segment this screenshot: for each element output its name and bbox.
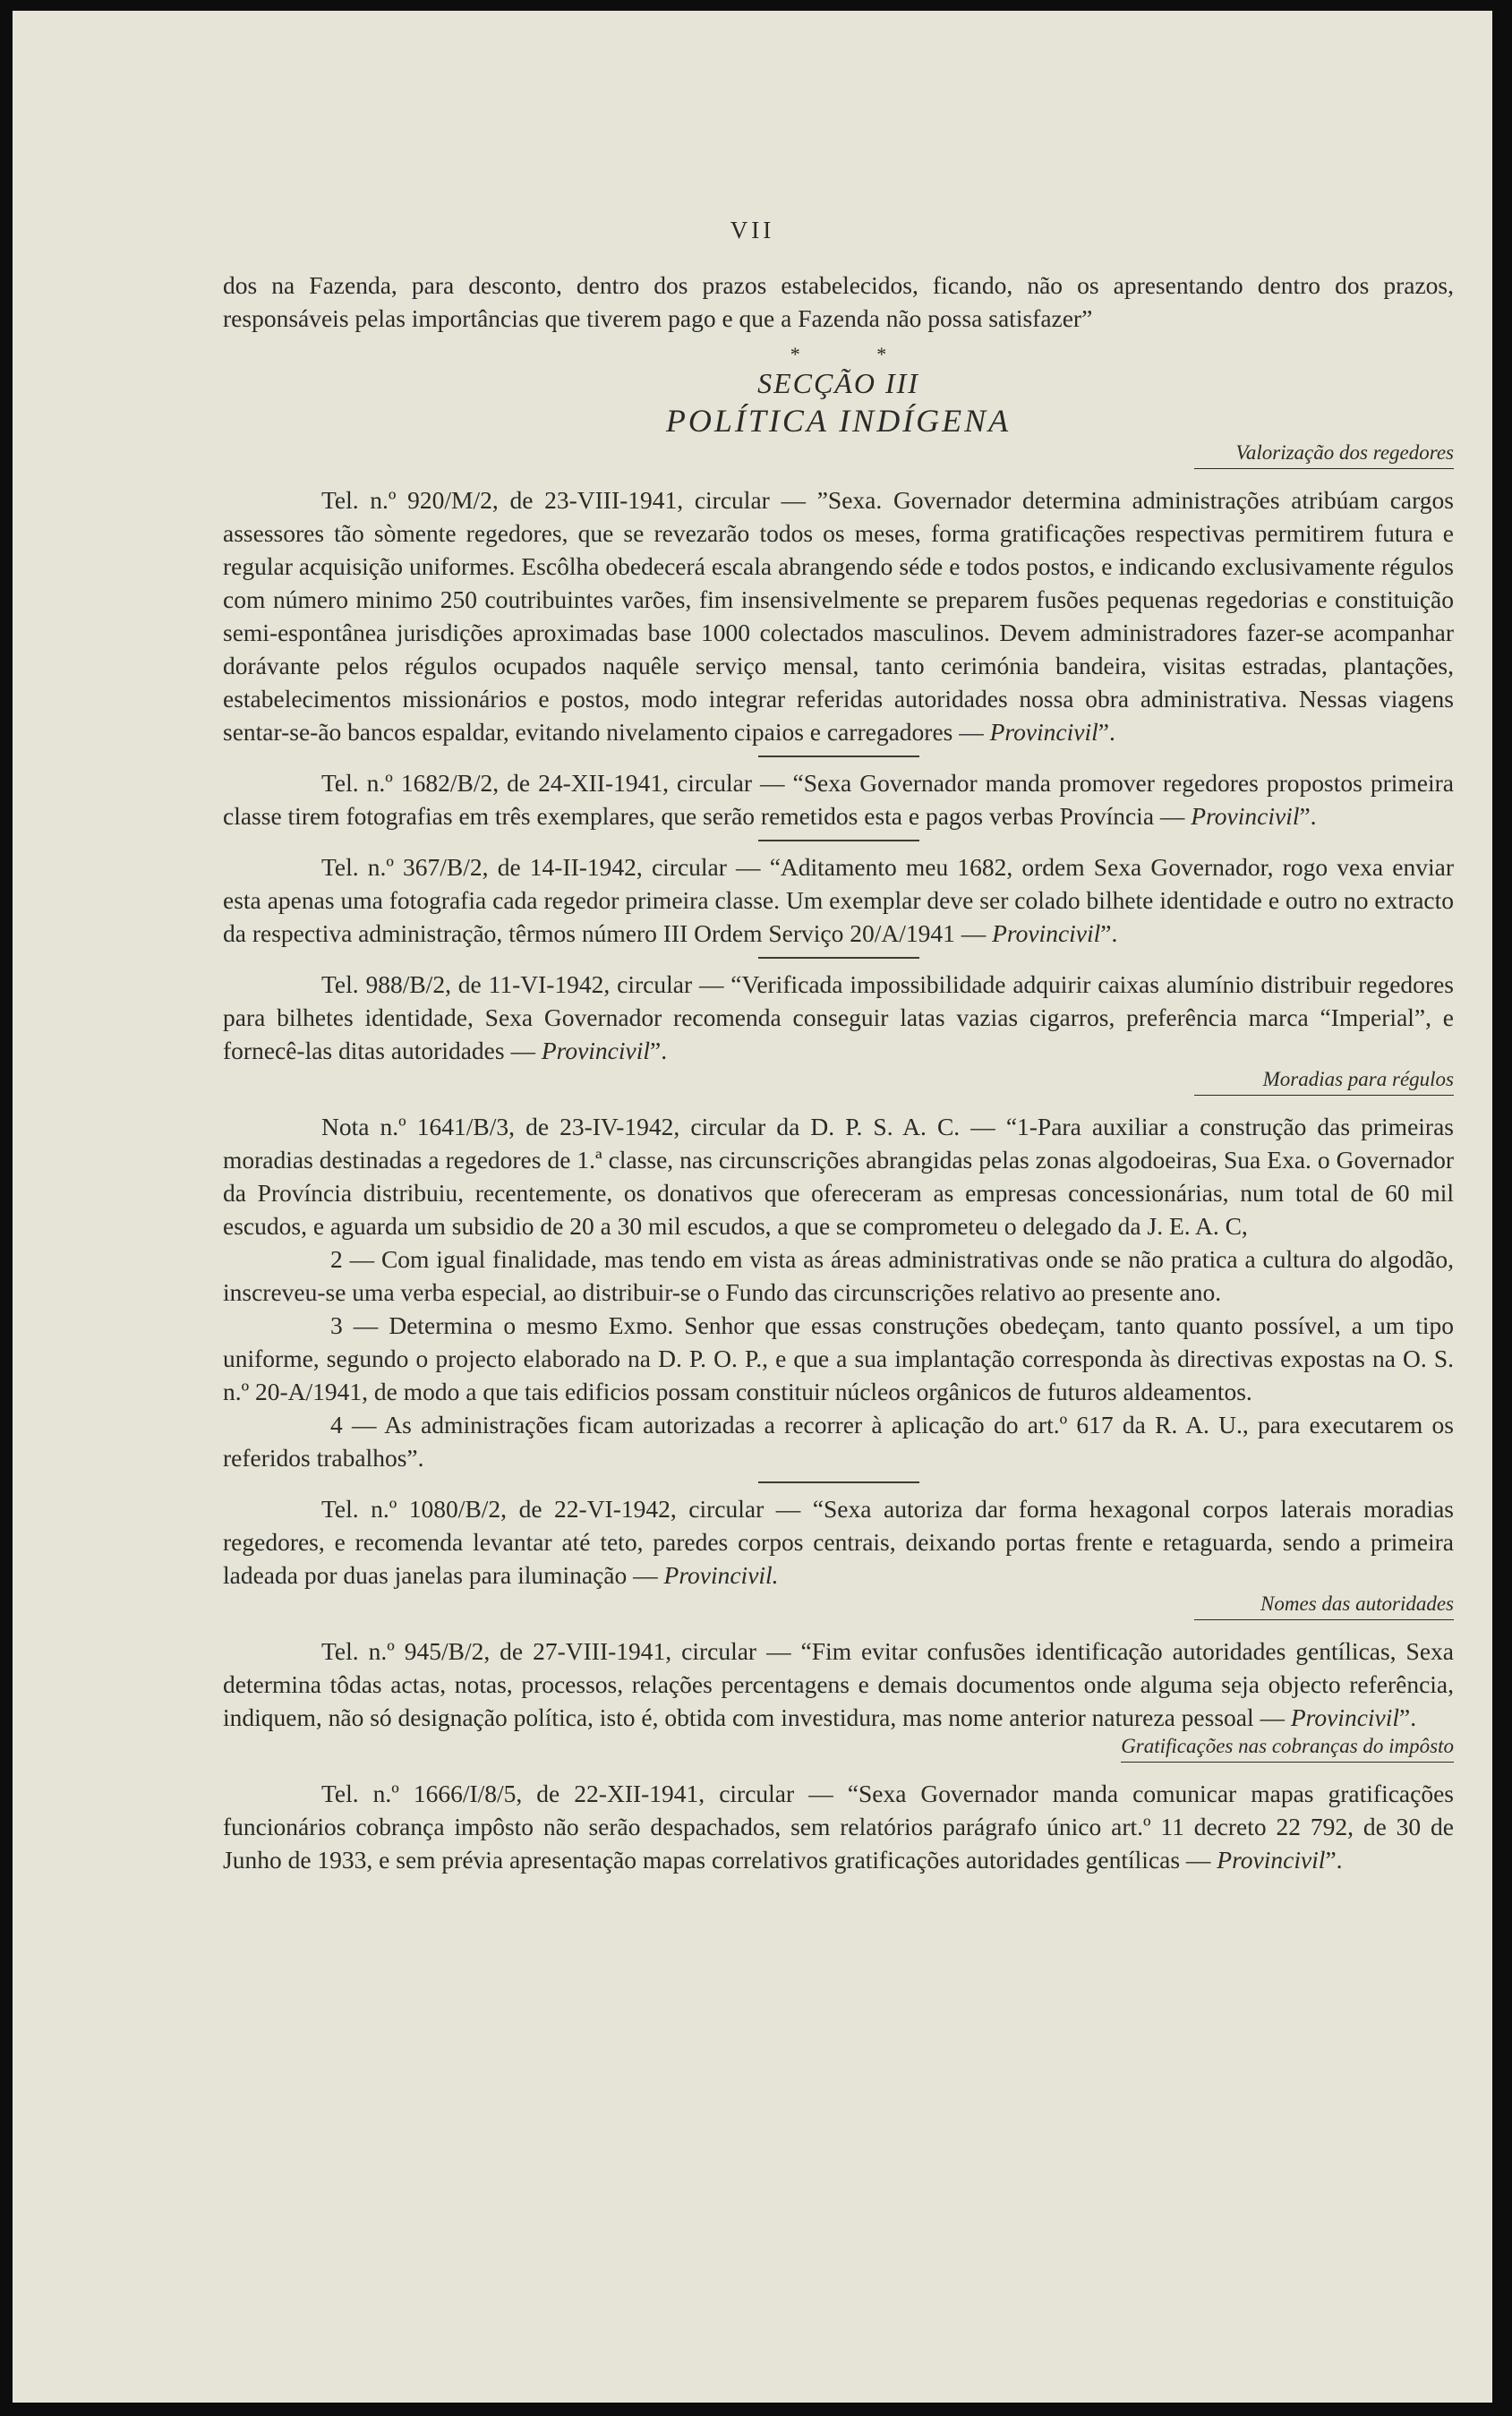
- source-label: Provincivil.: [663, 1561, 779, 1589]
- intro-paragraph: dos na Fazenda, para desconto, dentro dos prazos estabelecidos, ficando, não os apresentando dentro dos prazos, responsáveis pelas importâncias que tiverem pago e que a Fazenda não possa satisfazer”: [223, 271, 1454, 332]
- telegram-entry: Tel. n.º 367/B/2, de 14-II-1942, circular — “Aditamento meu 1682, ordem Sexa Governador, rogo vexa enviar esta apenas uma fotografia cada regedor primeira classe. Um exemplar deve ser colado bilhete identidade e outro no extracto da respectiva administração, têrmos número III Ordem Serviço 20/A/1941 — Provincivil”.: [223, 853, 1454, 947]
- subheading: [223, 440, 1454, 469]
- note-paragraph: 3 — Determina o mesmo Exmo. Senhor que essas construções obedeçam, tanto quanto possível, a um tipo uniforme, segundo o projecto elaborado na D. P. O. P., e que a sua implantação corresponda às directivas expostas na O. S. n.º 20-A/1941, de modo a que tais edificios possam constituir núcleos orgânicos de futuros aldeamentos.: [223, 1311, 1454, 1405]
- divider-rule: [758, 1481, 919, 1483]
- telegram-entry: Tel. n.º 1682/B/2, de 24-XII-1941, circular — “Sexa Governador manda promover regedores propostos primeira classe tirem fotografias em três exemplares, que serão remetidos esta e pagos verbas Província — Provincivil”.: [223, 769, 1454, 830]
- subheading: [223, 1067, 1454, 1096]
- telegram-entry: Tel. 988/B/2, de 11-VI-1942, circular — “Verificada impossibilidade adquirir caixas alumínio distribuir regedores para bilhetes identidade, Sexa Governador recomenda conseguir latas vazias cigarros, preferência marca “Imperial”, e fornecê-las ditas autoridades — Provincivil”.: [223, 970, 1454, 1064]
- text-column: [223, 269, 1454, 1876]
- subheading-text: Gratificações nas cobranças do impôsto: [1121, 1734, 1454, 1763]
- source-label: Provincivil: [992, 919, 1101, 947]
- document-page: [13, 11, 1492, 2403]
- subheading: [223, 1592, 1454, 1620]
- section-title: SECÇÃO III: [757, 367, 919, 399]
- source-label: Provincivil: [1217, 1846, 1326, 1874]
- telegram-entry: Tel. n.º 1666/I/8/5, de 22-XII-1941, circular — “Sexa Governador manda comunicar mapas gratificações funcionários cobrança impôsto não serão despachados, sem relatórios parágrafo único art.º 11 decreto 22 792, de 30 de Junho de 1933, e sem prévia apresentação mapas correlativos gratificações autoridades gentílicas — Provincivil”.: [223, 1780, 1454, 1874]
- telegram-entry: Tel. n.º 1080/B/2, de 22-VI-1942, circular — “Sexa autoriza dar forma hexagonal corpos laterais moradias regedores, e recomenda levantar até teto, paredes corpos centrais, deixando portas frente e retaguarda, sendo a primeira ladeada por duas janelas para iluminação — Provincivil.: [223, 1495, 1454, 1589]
- telegram-entry: Tel. n.º 945/B/2, de 27-VIII-1941, circular — “Fim evitar confusões identificação autoridades gentílicas, Sexa determina tôdas actas, notas, processos, relações percentagens e demais documentos onde alguma seja objecto referência, indiquem, não só designação política, isto é, obtida com investidura, mas nome anterior natureza pessoal — Provincivil”.: [223, 1637, 1454, 1731]
- section-separator-stars: * *: [790, 343, 923, 365]
- telegram-entry: Tel. n.º 920/M/2, de 23-VIII-1941, circular — ”Sexa. Governador determina administrações atribúam cargos assessores tão sòmente regedores, que se revezarão todos os meses, forma gratificações respectivas permitirem futura e regular acquisição uniformes. Escôlha obedecerá escala abrangendo séde e todos postos, e indicando exclusivamente régulos com número minimo 250 coutribuintes varões, fim insensivelmente se preparem fusões pequenas regedorias e constituição semi-espontânea jurisdições aproximadas base 1000 colectados masculinos. Devem administradores fazer-se acompanhar dorávante pelos régulos ocupados naquêle serviço mensal, tanto cerimónia bandeira, visitas estradas, plantações, estabelecimentos missionários e postos, modo integrar referidas autoridades nossa obra administrativa. Nessas viagens sentar-se-ão bancos espaldar, evitando nivelamento cipaios e carregadores — Provincivil”.: [223, 486, 1454, 746]
- note-paragraph: 2 — Com igual finalidade, mas tendo em vista as áreas administrativas onde se não pratica a cultura do algodão, inscreveu-se uma verba especial, ao distribuir-se o Fundo das circunscrições relativo ao presente ano.: [223, 1245, 1454, 1306]
- divider-rule: [758, 756, 919, 757]
- page-number: VII: [730, 217, 775, 243]
- source-label: Provincivil: [1290, 1703, 1400, 1731]
- divider-rule: [758, 957, 919, 959]
- subheading-text: Moradias para régulos: [1194, 1067, 1454, 1096]
- subheading-text: Nomes das autoridades: [1194, 1592, 1454, 1620]
- divider-rule: [758, 840, 919, 841]
- note-entry: Nota n.º 1641/B/3, de 23-IV-1942, circular da D. P. S. A. C. — “1-Para auxiliar a construção das primeiras moradias destinadas a regedores de 1.ª classe, nas circunscrições abrangidas pelas zonas algodoeiras, Sua Exa. o Governador da Província distribuiu, recentemente, os donativos que ofereceram as empresas concessionárias, num total de 60 mil escudos, e aguarda um subsidio de 20 a 30 mil escudos, a que se comprometeu o delegado da J. E. A. C,: [223, 1113, 1454, 1240]
- source-label: Provincivil: [1191, 802, 1300, 830]
- note-paragraph: 4 — As administrações ficam autorizadas a recorrer à aplicação do art.º 617 da R. A. U., para executarem os referidos trabalhos”.: [223, 1411, 1454, 1472]
- section-subtitle: POLÍTICA INDÍGENA: [665, 403, 1012, 439]
- source-label: Provincivil: [541, 1037, 651, 1064]
- subheading: [223, 1734, 1454, 1763]
- source-label: Provincivil: [989, 718, 1098, 746]
- subheading-text: Valorização dos regedores: [1194, 440, 1454, 469]
